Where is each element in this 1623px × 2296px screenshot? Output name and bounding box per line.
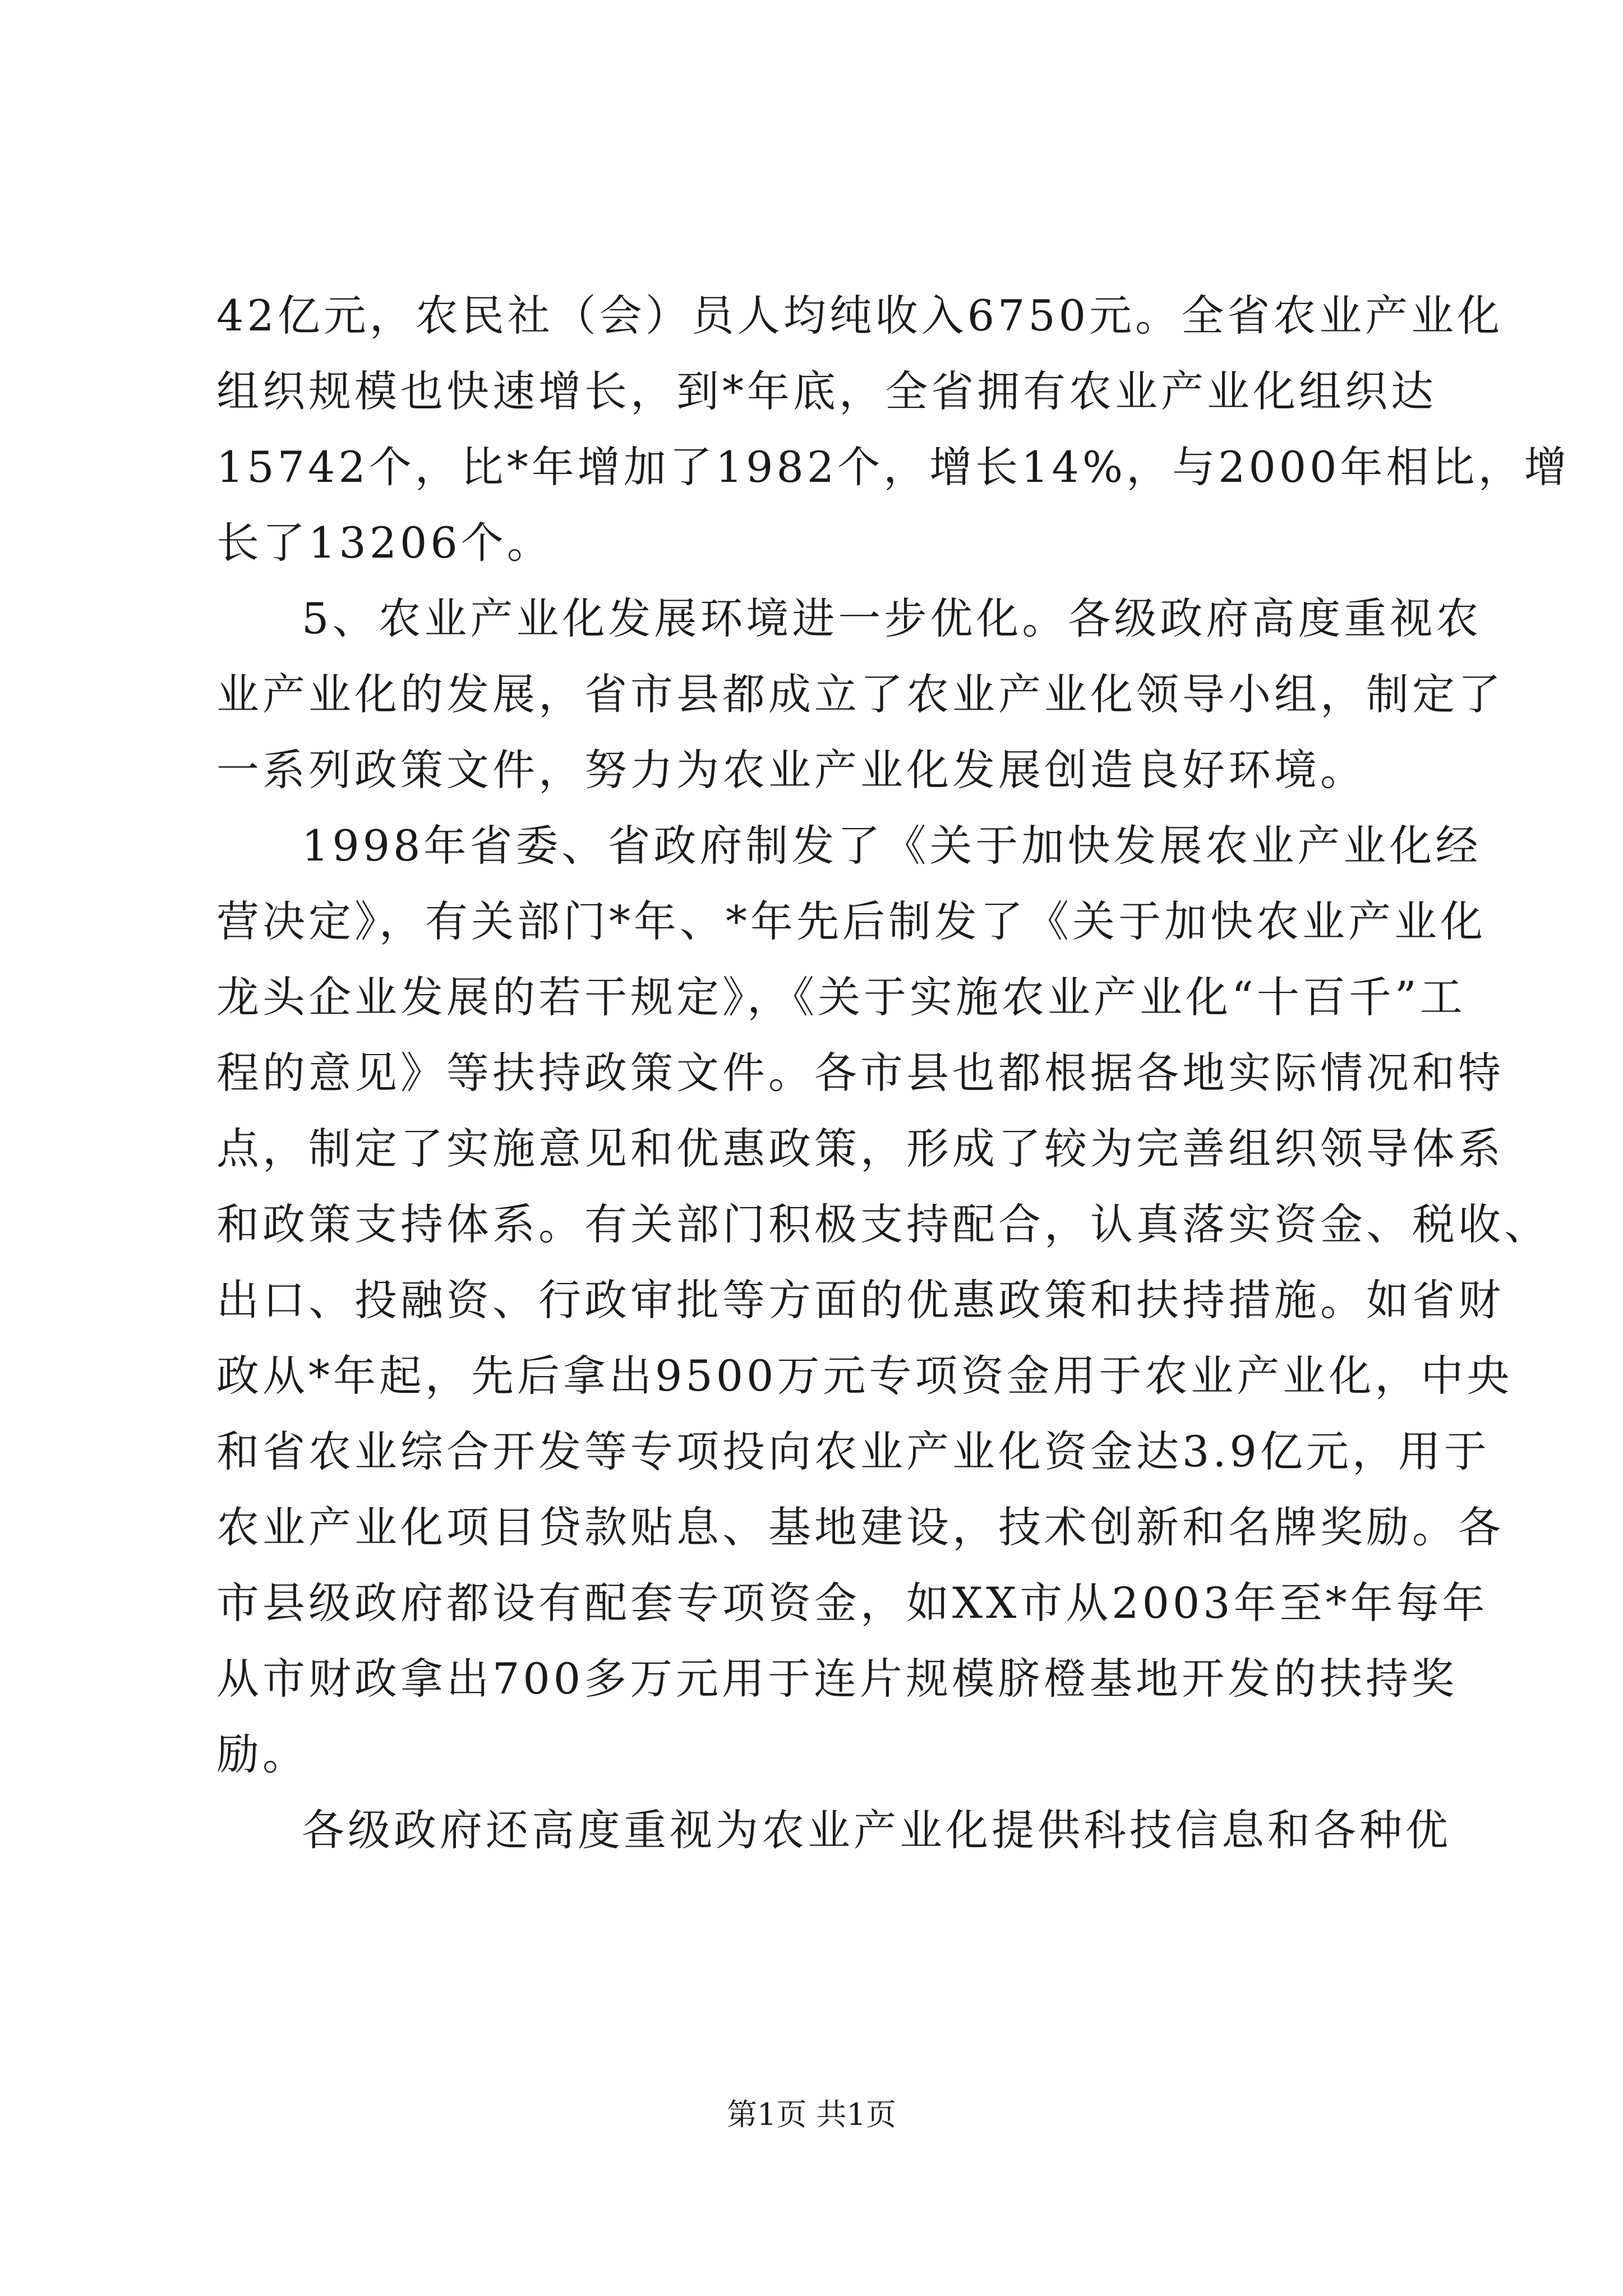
text-line: 和政策支持体系。有关部门积极支持配合，认真落实资金、税收、 xyxy=(216,1199,1550,1249)
text-line: 42亿元，农民社（会）员人均纯收入6750元。全省农业产业化 xyxy=(216,291,1504,341)
text-line: 励。 xyxy=(216,1729,308,1779)
text-line: 龙头企业发展的若干规定》，《关于实施农业产业化“十百千”工 xyxy=(216,972,1466,1022)
text-line: 政从*年起，先后拿出9500万元专项资金用于农业产业化，中央 xyxy=(216,1351,1513,1401)
text-line: 营决定》，有关部门*年、*年先后制发了《关于加快农业产业化 xyxy=(216,896,1486,946)
paragraph-first-line: 1998年省委、省政府制发了《关于加快发展农业产业化经 xyxy=(302,821,1482,871)
text-line: 业产业化的发展，省市县都成立了农业产业化领导小组，制定了 xyxy=(216,669,1504,719)
text-line: 组织规模也快速增长，到*年底，全省拥有农业产业化组织达 xyxy=(216,366,1437,416)
text-line: 出口、投融资、行政审批等方面的优惠政策和扶持措施。如省财 xyxy=(216,1275,1504,1325)
text-line: 程的意见》等扶持政策文件。各市县也都根据各地实际情况和特 xyxy=(216,1048,1504,1098)
page-number-footer: 第1页 共1页 xyxy=(727,2097,896,2132)
text-line: 和省农业综合开发等专项投向农业产业化资金达3.9亿元，用于 xyxy=(216,1427,1490,1476)
paragraph-first-line: 5、农业产业化发展环境进一步优化。各级政府高度重视农 xyxy=(302,593,1482,643)
text-line: 市县级政府都设有配套专项资金，如XX市从2003年至*年每年 xyxy=(216,1578,1488,1628)
text-line: 从市财政拿出700多万元用于连片规模脐橙基地开发的扶持奖 xyxy=(216,1654,1458,1704)
text-line: 点，制定了实施意见和优惠政策，形成了较为完善组织领导体系 xyxy=(216,1124,1504,1174)
text-line: 农业产业化项目贷款贴息、基地建设，技术创新和名牌奖励。各 xyxy=(216,1502,1504,1552)
text-line: 长了13206个。 xyxy=(216,518,553,568)
text-line: 一系列政策文件，努力为农业产业化发展创造良好环境。 xyxy=(216,745,1366,795)
paragraph-first-line: 各级政府还高度重视为农业产业化提供科技信息和各种优 xyxy=(302,1805,1451,1855)
text-line: 15742个，比*年增加了1982个，增长14%，与2000年相比，增 xyxy=(216,442,1570,492)
document-body xyxy=(216,278,1570,1868)
